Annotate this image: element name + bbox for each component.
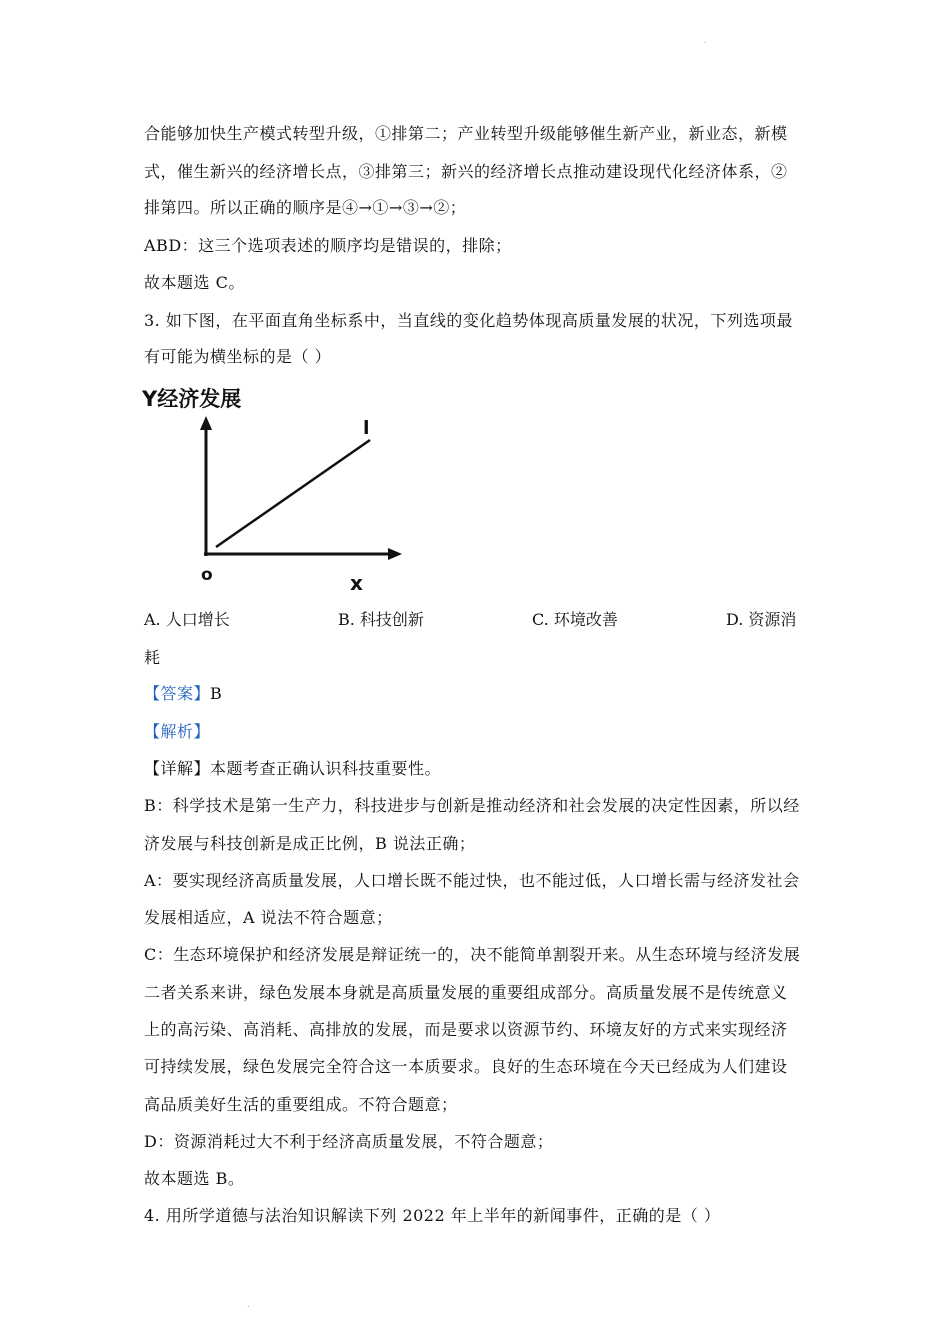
option-c: C. 环境改善 [532,610,618,629]
question-4-stem: 4. 用所学道德与法治知识解读下列 2022 年上半年的新闻事件，正确的是（ ） [144,1206,721,1225]
text-line: 式，催生新兴的经济增长点，③排第三；新兴的经济增长点推动建设现代化经济体系，② [144,162,788,181]
detail-tag: 【详解】 [144,759,211,778]
explanation-line: C：生态环境保护和经济发展是辩证统一的，决不能简单割裂开来。从生态环境与经济发展 [144,945,801,964]
text-line: 排第四。所以正确的顺序是④→①→③→②； [144,198,467,217]
trend-line [216,440,370,547]
explanation-line: 发展相适应，A 说法不符合题意； [144,908,393,927]
explanation-line: 二者关系来讲，绿色发展本身就是高质量发展的重要组成部分。高质量发展不是传统意义 [144,983,788,1002]
coordinate-graph [140,384,410,594]
explanation-line: D：资源消耗过大不利于经济高质量发展，不符合题意； [144,1132,554,1151]
explanation-line: 可持续发展，绿色发展完全符合这一本质要求。良好的生态环境在今天已经成为人们建设 [144,1057,788,1076]
detail-intro: 本题考查正确认识科技重要性。 [210,759,442,778]
option-d-continued: 耗 [144,648,161,667]
answer-tag: 【答案】 [144,684,211,703]
explanation-line: A：要实现经济高质量发展，人口增长既不能过快，也不能过低，人口增长需与经济发社会 [144,871,800,890]
line-label: l [363,417,370,439]
detail-line [144,759,441,779]
option-d: D. 资源消 [726,610,797,629]
explanation-line: 高品质美好生活的重要组成。不符合题意； [144,1095,458,1114]
analysis-tag: 【解析】 [144,722,211,741]
explanation-line: 上的高污染、高消耗、高排放的发展，而是要求以资源节约、环境友好的方式来实现经济 [144,1020,788,1039]
explanation-line: 济发展与科技创新是成正比例，B 说法正确； [144,834,476,853]
text-line: ABD：这三个选项表述的顺序均是错误的，排除； [144,236,512,255]
x-axis-arrow [388,548,402,560]
bottom-dot-mark: . [247,1300,250,1309]
analysis-line [144,722,210,742]
option-a: A. 人口增长 [144,610,230,629]
text-line: 故本题选 C。 [144,273,245,292]
explanation-line: B：科学技术是第一生产力，科技进步与创新是推动经济和社会发展的决定性因素，所以经 [144,796,800,815]
answer-value: B [210,684,223,703]
graph-y-title: Y经济发展 [142,387,242,411]
top-dot-mark: . [704,36,707,45]
question-3-stem-cont: 有可能为横坐标的是（ ） [144,347,332,366]
answer-line [144,684,222,704]
text-line: 合能够加快生产模式转型升级，①排第二；产业转型升级能够催生新产业，新业态，新模 [144,124,788,143]
explanation-line: 故本题选 B。 [144,1169,245,1188]
option-b: B. 科技创新 [338,610,424,629]
x-label: x [350,571,363,594]
origin-label: o [201,565,213,585]
question-3-stem: 3. 如下图，在平面直角坐标系中，当直线的变化趋势体现高质量发展的状况，下列选项最 [144,311,793,330]
y-axis-arrow [200,416,212,430]
